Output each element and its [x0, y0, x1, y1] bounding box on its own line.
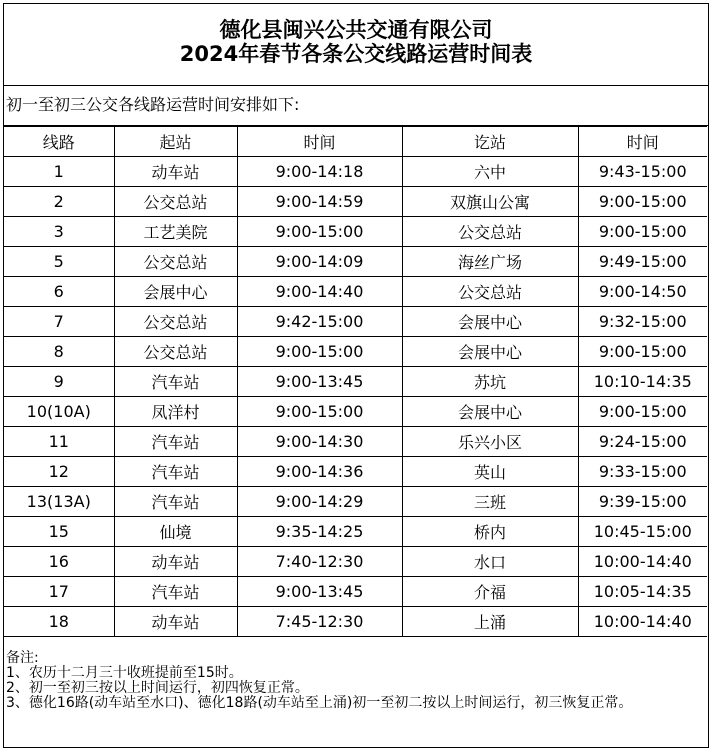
start-station-cell: 动车站 [114, 547, 237, 577]
end-station-cell: 英山 [402, 457, 578, 487]
schedule-sheet [3, 3, 709, 748]
header-end-station: 讫站 [402, 127, 578, 157]
end-station-cell: 乐兴小区 [402, 427, 578, 457]
table-row [4, 517, 707, 547]
start-station-cell: 动车站 [114, 157, 237, 187]
schedule-table [4, 126, 707, 637]
end-station-cell: 苏坑 [402, 367, 578, 397]
route-cell: 18 [4, 607, 114, 637]
start-station-cell: 汽车站 [114, 487, 237, 517]
start-time-cell: 9:42-15:00 [237, 307, 402, 337]
route-cell: 9 [4, 367, 114, 397]
table-row [4, 427, 707, 457]
route-cell: 13(13A) [4, 487, 114, 517]
table-row [4, 247, 707, 277]
header-end-time: 时间 [578, 127, 707, 157]
end-station-cell: 介福 [402, 577, 578, 607]
end-time-cell: 9:00-15:00 [578, 187, 707, 217]
start-station-cell: 汽车站 [114, 577, 237, 607]
end-time-cell: 10:00-14:40 [578, 547, 707, 577]
start-time-cell: 9:00-14:30 [237, 427, 402, 457]
start-time-cell: 9:00-13:45 [237, 577, 402, 607]
start-time-cell: 7:45-12:30 [237, 607, 402, 637]
route-cell: 8 [4, 337, 114, 367]
start-station-cell: 汽车站 [114, 367, 237, 397]
route-cell: 6 [4, 277, 114, 307]
start-time-cell: 9:00-15:00 [237, 397, 402, 427]
table-row [4, 367, 707, 397]
start-time-cell: 7:40-12:30 [237, 547, 402, 577]
start-time-cell: 9:35-14:25 [237, 517, 402, 547]
route-cell: 5 [4, 247, 114, 277]
start-station-cell: 公交总站 [114, 247, 237, 277]
end-time-cell: 9:24-15:00 [578, 427, 707, 457]
end-station-cell: 水口 [402, 547, 578, 577]
start-station-cell: 公交总站 [114, 187, 237, 217]
start-station-cell: 凤洋村 [114, 397, 237, 427]
start-time-cell: 9:00-15:00 [237, 337, 402, 367]
end-time-cell: 10:05-14:35 [578, 577, 707, 607]
route-cell: 3 [4, 217, 114, 247]
table-row [4, 457, 707, 487]
end-time-cell: 9:43-15:00 [578, 157, 707, 187]
route-cell: 7 [4, 307, 114, 337]
table-row [4, 547, 707, 577]
start-time-cell: 9:00-14:40 [237, 277, 402, 307]
end-time-cell: 9:32-15:00 [578, 307, 707, 337]
start-station-cell: 汽车站 [114, 457, 237, 487]
end-time-cell: 9:00-15:00 [578, 217, 707, 247]
table-row [4, 487, 707, 517]
schedule-title: 2024年春节各条公交线路运营时间表 [179, 42, 533, 66]
route-cell: 10(10A) [4, 397, 114, 427]
end-time-cell: 9:39-15:00 [578, 487, 707, 517]
end-station-cell: 会展中心 [402, 307, 578, 337]
end-station-cell: 上涌 [402, 607, 578, 637]
end-time-cell: 9:49-15:00 [578, 247, 707, 277]
end-station-cell: 会展中心 [402, 337, 578, 367]
note-item: 2、初一至初三按以上时间运行，初四恢复正常。 [6, 680, 309, 696]
start-station-cell: 公交总站 [114, 337, 237, 367]
end-time-cell: 9:00-15:00 [578, 337, 707, 367]
end-station-cell: 海丝广场 [402, 247, 578, 277]
table-row [4, 397, 707, 427]
route-cell: 16 [4, 547, 114, 577]
start-time-cell: 9:00-14:09 [237, 247, 402, 277]
end-station-cell: 桥内 [402, 517, 578, 547]
end-time-cell: 10:00-14:40 [578, 607, 707, 637]
intro-text: 初一至初三公交各线路运营时间安排如下: [4, 86, 708, 126]
end-time-cell: 9:33-15:00 [578, 457, 707, 487]
start-time-cell: 9:00-14:59 [237, 187, 402, 217]
end-station-cell: 会展中心 [402, 397, 578, 427]
start-station-cell: 仙境 [114, 517, 237, 547]
end-station-cell: 双旗山公寓 [402, 187, 578, 217]
start-station-cell: 会展中心 [114, 277, 237, 307]
table-row [4, 607, 707, 637]
table-row [4, 187, 707, 217]
company-name: 德化县闽兴公共交通有限公司 [219, 18, 493, 42]
header-route: 线路 [4, 127, 114, 157]
note-item: 1、农历十二月三十收班提前至15时。 [6, 665, 243, 681]
start-station-cell: 动车站 [114, 607, 237, 637]
header-start-time: 时间 [237, 127, 402, 157]
page-title [4, 4, 708, 86]
table-body [4, 157, 707, 637]
route-cell: 1 [4, 157, 114, 187]
end-time-cell: 9:00-15:00 [578, 397, 707, 427]
end-station-cell: 六中 [402, 157, 578, 187]
end-time-cell: 10:45-15:00 [578, 517, 707, 547]
end-time-cell: 9:00-14:50 [578, 277, 707, 307]
note-item: 3、德化16路(动车站至水口)、德化18路(动车站至上涌)初一至初二按以上时间运行，初三恢复正常。 [6, 695, 633, 711]
start-station-cell: 汽车站 [114, 427, 237, 457]
table-row [4, 157, 707, 187]
notes-section [4, 641, 708, 747]
end-station-cell: 公交总站 [402, 217, 578, 247]
start-time-cell: 9:00-14:36 [237, 457, 402, 487]
start-station-cell: 公交总站 [114, 307, 237, 337]
header-start-station: 起站 [114, 127, 237, 157]
route-cell: 11 [4, 427, 114, 457]
table-row [4, 337, 707, 367]
route-cell: 17 [4, 577, 114, 607]
route-cell: 15 [4, 517, 114, 547]
start-station-cell: 工艺美院 [114, 217, 237, 247]
end-station-cell: 三班 [402, 487, 578, 517]
end-station-cell: 公交总站 [402, 277, 578, 307]
notes-heading: 备注: [6, 650, 39, 666]
table-header-row [4, 127, 707, 157]
route-cell: 2 [4, 187, 114, 217]
route-cell: 12 [4, 457, 114, 487]
table-row [4, 577, 707, 607]
start-time-cell: 9:00-13:45 [237, 367, 402, 397]
table-row [4, 217, 707, 247]
start-time-cell: 9:00-15:00 [237, 217, 402, 247]
start-time-cell: 9:00-14:18 [237, 157, 402, 187]
table-row [4, 277, 707, 307]
start-time-cell: 9:00-14:29 [237, 487, 402, 517]
end-time-cell: 10:10-14:35 [578, 367, 707, 397]
table-row [4, 307, 707, 337]
